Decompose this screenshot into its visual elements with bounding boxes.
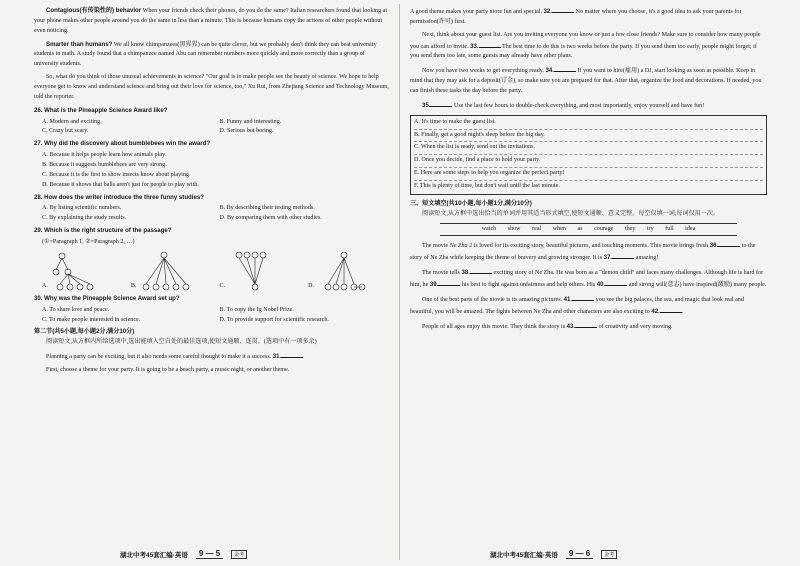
paragraph-conclusion: So, what do you think of those unusual achievements in science? "Our goal is to make people see the beauty of science. We hope to help everyone get to know and understand science and bring out their love for science, too," Xu Rui, from Zhejiang Science and Technology Museum, told the reporter. xyxy=(34,74,389,100)
structure-option-c[interactable] xyxy=(220,250,284,292)
paragraph-text: Now you have two weeks to get everything ready. xyxy=(422,68,544,75)
options-27 xyxy=(34,151,389,190)
left-footer xyxy=(120,549,247,559)
paragraph-contagious xyxy=(34,6,389,37)
paragraph-text: Planning a party can be exciting, but it also needs some careful thought to make it a success. xyxy=(46,354,272,361)
blank-number: 38. xyxy=(461,269,470,277)
option-item[interactable]: A. It's time to make the guest list. xyxy=(414,117,763,130)
paragraph-ne-zha-ages xyxy=(410,321,767,333)
option-label: A. xyxy=(42,283,48,290)
option[interactable]: D. Serious but boring. xyxy=(219,128,274,135)
option[interactable]: C. Crazy but scary. xyxy=(42,128,89,135)
paragraph-text: No matter where you choose, it's a good idea to ask your parents for permission(许可) first. xyxy=(410,9,742,25)
paragraph-planning xyxy=(34,351,389,363)
blank-number: 37. xyxy=(603,254,613,262)
section-3-title: 三、短文填空(共10小题,每小题1分,满分10分) xyxy=(410,199,532,207)
paragraph-ne-zha-pictures: One of the best parts of the movie is its amazing pictures. 41. you see the big palaces, the sea, and magic that look real and beautiful, you will be amazed. The fights between Ne Zha and other characters are also exciting to 42. . xyxy=(410,295,744,315)
movie-title: Ne Zha 2 xyxy=(449,243,473,250)
option[interactable]: A. Modern and exciting. xyxy=(42,118,102,125)
paragraph-text: One of the best parts of the movie is its amazing pictures. xyxy=(422,296,563,303)
heading-contagious: Contagious(有传染性的) behavior xyxy=(46,7,142,14)
option[interactable]: C. Because it is the first to show insects know about playing. xyxy=(42,171,191,178)
question-27 xyxy=(34,139,389,150)
blank-number: 35. xyxy=(422,101,431,109)
blank-43[interactable] xyxy=(575,321,597,328)
paragraph-text: If you want to hire(雇用) a DJ, start looking as soon as possible. Keep in mind that they may ask for a deposit(订金), so make sure you are prepared for that. After that, organize the food and decorations. If needed, you can finish these tasks the day before the party. xyxy=(410,68,762,95)
blank-34[interactable] xyxy=(554,65,576,72)
blank-number: 34. xyxy=(545,67,554,75)
blank-36[interactable] xyxy=(718,240,740,247)
tree-diagram-b xyxy=(136,250,194,292)
footer-title: 湖北中考45套汇编·英语 xyxy=(490,551,558,559)
question-stem: 27. Why did the discovery about bumblebees win the award? xyxy=(34,140,211,148)
publisher-logo: 金考 xyxy=(601,550,617,559)
paragraph-ne-zha-story xyxy=(410,267,767,291)
paragraph-text: When your friends check their phones, do you do the same? Italian researchers found that looking at your phone makes other people around you do the same in less than a minute. This is because humans copy the actions of other people without even noticing. xyxy=(34,8,388,34)
word-bank: watch show real when as courage they try full idea xyxy=(440,223,737,237)
option[interactable]: B. Funny and interesting. xyxy=(219,118,282,125)
blank-37[interactable] xyxy=(612,252,634,259)
blank-number: 41. xyxy=(563,295,573,303)
paragraph-text: of creativity and very moving. xyxy=(598,323,673,330)
right-footer xyxy=(490,549,617,559)
paragraph-text: amazing! xyxy=(635,255,659,262)
option[interactable]: C. By explaining the study results. xyxy=(42,215,127,222)
question-29 xyxy=(34,226,389,237)
paragraph-text: Next, think about your guest list. Are you inviting everyone you know or just a few close friends? Make sure to consider how many people you can afford to invite. xyxy=(410,31,761,50)
question-stem: 30. Why was the Pineapple Science Award set up? xyxy=(34,294,180,302)
blank-40[interactable] xyxy=(605,279,627,286)
paragraph-guest-list xyxy=(410,31,767,63)
option[interactable]: B. To copy the Ig Nobel Prize. xyxy=(219,306,294,313)
option-item[interactable]: F. This is plenty of time, but don't wait until the last minute. xyxy=(414,183,560,190)
blank-33[interactable] xyxy=(479,41,501,48)
option[interactable]: A. To share love and peace. xyxy=(42,306,110,313)
question-26 xyxy=(34,106,389,117)
q29-note: (①=Paragraph 1, ②=Paragraph 2, …) xyxy=(42,239,135,246)
tree-diagram-c xyxy=(225,250,283,292)
blank-38[interactable] xyxy=(470,267,492,274)
options-30 xyxy=(34,306,389,326)
paragraph-text: A good theme makes your party more fun and special. xyxy=(410,9,542,15)
blank-number: 39. xyxy=(429,281,439,289)
option[interactable]: A. By listing scientific numbers. xyxy=(42,205,122,212)
structure-option-d[interactable] xyxy=(308,250,372,292)
options-26 xyxy=(34,118,389,138)
paragraph-text: you see the big palaces, the sea, and magic that look real and beautiful, you will be amazed. The fights between Ne Zha and other characters are also exciting to xyxy=(410,296,744,315)
paragraph-text: People of all ages enjoy this movie. They think the story is xyxy=(422,323,566,330)
option-item[interactable]: C. When the list is ready, send out the invitations. xyxy=(414,142,763,155)
structure-diagrams xyxy=(42,250,372,292)
tree-diagram-d xyxy=(314,250,372,292)
option[interactable]: D. Because it shows that balls aren't just for people to play with. xyxy=(42,181,199,188)
blank-32[interactable] xyxy=(552,6,574,13)
blank-number: 43. xyxy=(566,322,576,330)
blank-31[interactable] xyxy=(281,351,303,358)
left-page xyxy=(34,6,389,546)
paragraph-ne-zha-intro xyxy=(410,240,767,264)
option[interactable]: A. Because it helps people learn how animals play. xyxy=(42,152,167,159)
paragraph-text: and strong will(意志) have inspired(激励) many people. xyxy=(628,282,767,289)
paragraph-text: is loved for its exciting story, beautiful pictures, and touching moments. This movie brings fresh xyxy=(473,243,709,250)
paragraph-last-hours xyxy=(410,100,767,112)
blank-42[interactable] xyxy=(660,306,682,313)
blank-number: 36. xyxy=(709,242,719,250)
page-number: 9 — 6 xyxy=(566,549,593,559)
page-number: 9 — 5 xyxy=(196,549,223,559)
heading-smarter: Smarter than humans? xyxy=(46,40,113,48)
paragraph-good-theme xyxy=(410,6,767,28)
option[interactable]: B. By describing their testing methods. xyxy=(219,205,315,212)
option-item[interactable]: E. Here are some steps to help you organize the perfect party! xyxy=(414,168,763,181)
option[interactable]: D. By comparing them with other studies. xyxy=(219,215,322,222)
option[interactable]: C. To make people interested in science. xyxy=(42,316,141,323)
question-stem: 26. What is the Pineapple Science Award like? xyxy=(34,106,168,114)
options-box xyxy=(410,115,767,195)
question-28 xyxy=(34,193,389,204)
section-2-title: 第二节(共5小题,每小题2分,满分10分) xyxy=(34,328,135,336)
structure-option-a[interactable] xyxy=(42,250,106,292)
paragraph-theme: First, choose a theme for your party. It is going to be a beach party, a music night, or another theme. xyxy=(46,367,290,374)
section-3-instructions: 阅读短文,从方框中选出恰当的单词并用其适当形式填空,使短文通顺、意义完整。每空仅填一词,每词仅用一次。 xyxy=(422,210,720,217)
paragraph-text: We all know chimpanzees(黑猩猩) can be quite clever, but we probably don't think they can beat university students in math. A study found that a chimpanzee named Abu can remember numbers more quickly and more correctly than a group of university students. xyxy=(34,41,377,68)
option[interactable]: B. Because it suggests bumblebees are very strong. xyxy=(42,162,167,169)
section-2-instructions: 阅读短文,从方框内所给选项中,选出能填入空白处的最佳选项,使短文通顺、连贯。(选项中有一项多余) xyxy=(46,339,317,346)
blank-41[interactable] xyxy=(572,294,594,301)
blank-number: 40. xyxy=(596,281,606,289)
blank-39[interactable] xyxy=(438,279,460,286)
paragraph-text: The movie xyxy=(422,243,449,250)
blank-number: 31. xyxy=(272,353,282,361)
publisher-logo: 金考 xyxy=(231,550,247,559)
paragraph-text: The best time to do this is two weeks before the party. If you send them too early, people might forget; if you send them too late, some guests may already have other plans. xyxy=(410,43,757,60)
options-28 xyxy=(34,204,389,224)
blank-number: 42. xyxy=(651,307,660,315)
right-page xyxy=(410,6,767,546)
tree-diagram-a xyxy=(48,250,106,292)
blank-35[interactable] xyxy=(430,100,452,107)
blank-number: 33. xyxy=(470,42,479,50)
option-label: C. xyxy=(219,283,226,290)
question-stem: 28. How does the writer introduce the three funny studies? xyxy=(34,193,204,201)
option-label: D. xyxy=(308,283,314,290)
footer-title: 湖北中考45套汇编·英语 xyxy=(120,551,188,559)
option-label: B. xyxy=(130,283,137,290)
option-item[interactable]: D. Once you decide, find a place to hold your party. xyxy=(414,155,763,168)
option[interactable]: D. To provide support for scientific research. xyxy=(219,316,329,323)
paragraph-two-weeks xyxy=(410,65,767,97)
blank-number: 32. xyxy=(543,8,553,15)
question-stem: 29. Which is the right structure of the passage? xyxy=(34,227,172,235)
paragraph-text: exciting story of Ne Zha. He was born as a "demon child" and faces many challenges. Although life is hard for him, he xyxy=(410,270,764,289)
option-item[interactable]: B. Finally, get a good night's sleep before the big day. xyxy=(414,130,763,143)
paragraph-text: Use the last few hours to double-check everything, and most importantly, enjoy yourself and have fun! xyxy=(454,102,705,109)
paragraph-text: his best to fight against unfairness and help others. His xyxy=(461,282,596,289)
page-divider xyxy=(399,4,400,560)
paragraph-smarter xyxy=(34,40,389,71)
paragraph-text: The movie tells xyxy=(422,270,460,277)
paragraph-text: to the story of Ne Zha while keeping the theme of bravery and growing stronger. It is xyxy=(410,243,756,262)
question-30 xyxy=(34,294,389,305)
structure-option-b[interactable] xyxy=(131,250,195,292)
